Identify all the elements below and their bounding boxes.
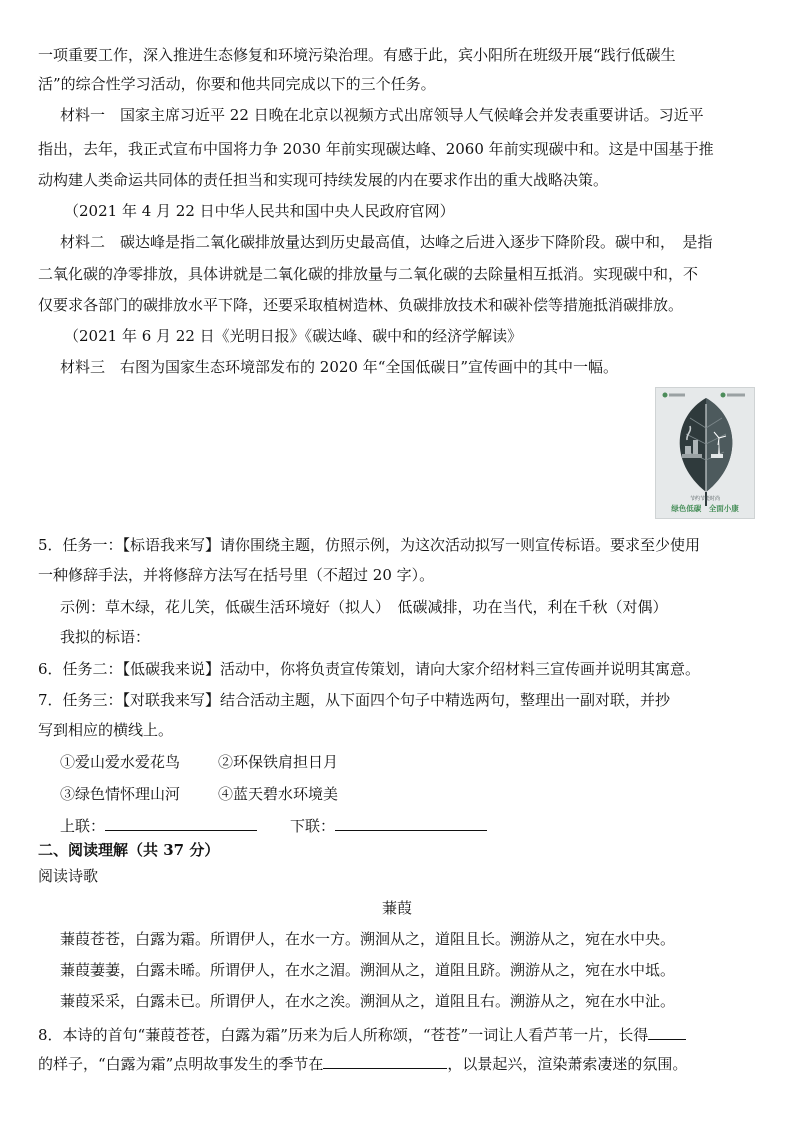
poem-stanza-1: 蒹葭苍苍，白露为霜。所谓伊人，在水一方。溯洄从之，道阻且长。溯游从之，宛在水中央。	[60, 930, 676, 948]
answer-blank-2[interactable]	[323, 1053, 447, 1069]
upper-couplet-blank[interactable]	[105, 815, 257, 831]
text-line: 一项重要工作，深入推进生态修复和环境污染治理。有感于此，宾小阳所在班级开展“践行低碳生	[38, 46, 676, 64]
text-line: 活”的综合性学习活动，你要和他共同完成以下的三个任务。	[38, 75, 436, 93]
source-citation: （2021 年 6 月 22 日《光明日报》《碳达峰、碳中和的经济学解读》	[64, 327, 523, 345]
lower-couplet-label: 下联：	[290, 817, 336, 835]
question-8	[38, 1024, 764, 1045]
poem-title: 蒹葭	[381, 899, 412, 917]
question-8-text: ，以景起兴，渲染萧索凄迷的氛围。	[447, 1055, 688, 1073]
material-3: 材料三 右图为国家生态环境部发布的 2020 年“全国低碳日”宣传画中的其中一幅。	[60, 358, 619, 376]
poster-slogan-main: 绿色低碳 全面小康	[671, 504, 739, 513]
question-6: 6．任务二：【低碳我来说】活动中，你将负责宣传策划，请向大家介绍材料三宣传画并说明其寓意。	[38, 660, 701, 678]
text-line: 仅要求各部门的碳排放水平下降，还要采取植树造林、负碳排放技术和碳补偿等措施抵消碳排放。	[38, 296, 684, 314]
poem-stanza-3: 蒹葭采采，白露未已。所谓伊人，在水之涘。溯洄从之，道阻且右。溯游从之，宛在水中沚。	[60, 992, 676, 1010]
material-1: 材料一 国家主席习近平 22 日晚在北京以视频方式出席领导人气候峰会并发表重要讲话。习近平	[60, 106, 704, 124]
question-8-continued	[38, 1053, 764, 1074]
example-line: 示例：草木绿，花儿笑，低碳生活环境好（拟人） 低碳减排，功在当代，利在千秋（对偶）	[60, 598, 668, 616]
read-poem-label: 阅读诗歌	[38, 867, 99, 885]
upper-couplet-line	[60, 815, 280, 836]
source-citation: （2021 年 4 月 22 日中华人民共和国中央人民政府官网）	[64, 202, 455, 220]
option-2: ②环保铁肩担日月	[218, 753, 339, 771]
option-4: ④蓝天碧水环境美	[218, 785, 339, 803]
material-2: 材料二 碳达峰是指二氧化碳排放量达到历史最高值，达峰之后进入逐步下降阶段。碳中和， 是指	[60, 233, 713, 251]
text-line: 动构建人类命运共同体的责任担当和实现可持续发展的内在要求作出的重大战略决策。	[38, 171, 609, 189]
question-8-text: 的样子，“白露为霜”点明故事发生的季节在	[38, 1055, 324, 1073]
question-7: 7．任务三：【对联我来写】结合活动主题，从下面四个句子中精选两句，整理出一副对联，并抄	[38, 691, 671, 709]
question-8-text: 8．本诗的首句“蒹葭苍苍，白露为霜”历来为后人所称颂，“苍苍”一词让人看芦苇一片，长得	[38, 1026, 649, 1044]
text-line: 一种修辞手法，并将修辞方法写在括号里（不超过 20 字）。	[38, 566, 435, 584]
lower-couplet-blank[interactable]	[335, 815, 487, 831]
upper-couplet-label: 上联：	[60, 817, 106, 835]
poem-stanza-2: 蒹葭萋萋，白露未晞。所谓伊人，在水之湄。溯洄从之，道阻且跻。溯游从之，宛在水中坻。	[60, 961, 676, 979]
my-slogan-label: 我拟的标语：	[60, 628, 151, 646]
text-line: 指出，去年，我正式宣布中国将力争 2030 年前实现碳达峰、2060 年前实现碳中和。这是中国基于推	[38, 140, 714, 158]
text-line: 二氧化碳的净零排放，具体讲就是二氧化碳的排放量与二氧化碳的去除量相互抵消。实现碳中和，不	[38, 265, 699, 283]
question-5: 5．任务一：【标语我来写】请你围绕主题，仿照示例，为这次活动拟写一则宣传标语。要求至少使用	[38, 536, 701, 554]
section-heading: 二、阅读理解（共 37 分）	[38, 841, 220, 859]
lower-couplet-line	[290, 815, 510, 836]
text-line: 写到相应的横线上。	[38, 721, 174, 739]
option-1: ①爱山爱水爱花鸟	[60, 753, 181, 771]
poster-slogan-small: 节约节能时尚	[689, 496, 720, 502]
low-carbon-poster-image	[655, 387, 755, 519]
answer-blank-1[interactable]	[648, 1024, 686, 1040]
option-3: ③绿色情怀理山河	[60, 785, 181, 803]
